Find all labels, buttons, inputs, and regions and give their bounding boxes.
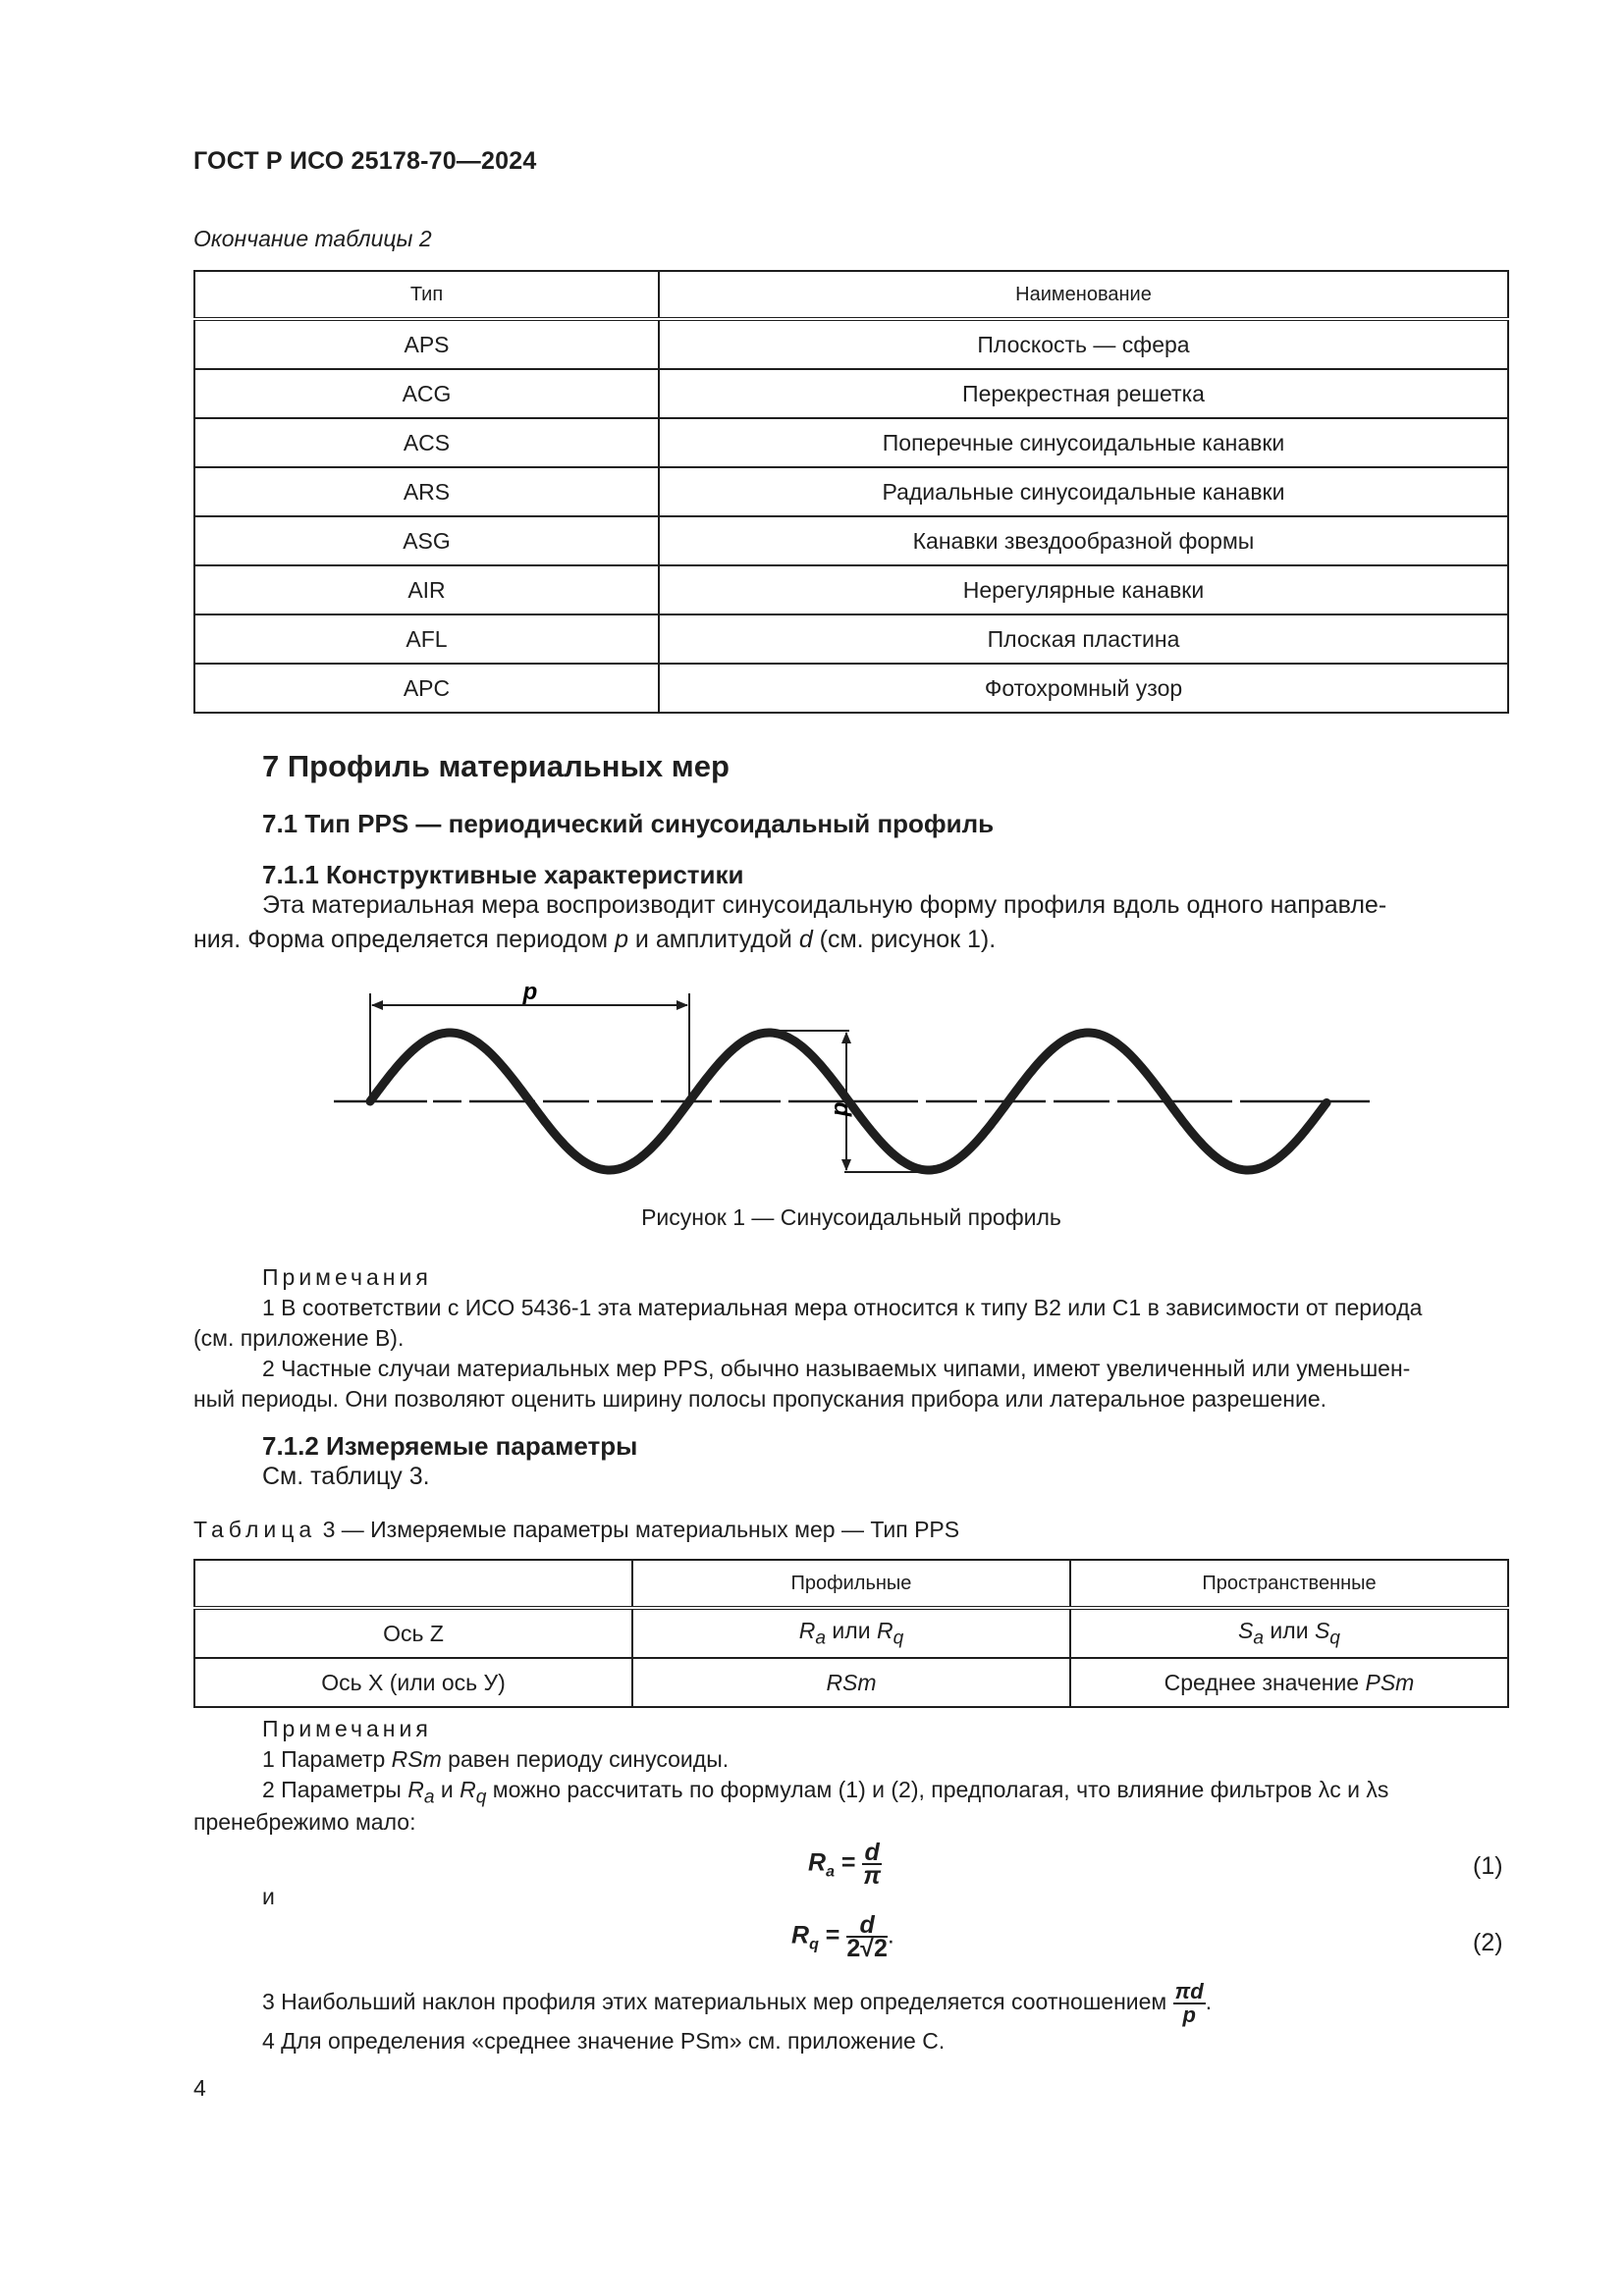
type-cell: ACS <box>194 418 659 467</box>
parameters-table <box>193 1559 1509 1708</box>
profile-param-cell: $R_a$ или $R_q$ <box>632 1608 1070 1658</box>
formula-1: $R_a$ = $\frac{d}{\pi}$ <box>808 1839 882 1890</box>
note-line: 1 Параметр RSm равен периоду синусоиды. <box>262 1746 730 1772</box>
table-row <box>194 467 1508 516</box>
table-row <box>194 1658 1508 1707</box>
name-cell: Радиальные синусоидальные канавки <box>659 467 1508 516</box>
column-header: Наименование <box>659 271 1508 319</box>
subsection-title: 7.1 Тип PPS — периодический синусоидальный профиль <box>262 809 995 838</box>
clause-title: 7.1.2 Измеряемые параметры <box>262 1431 638 1461</box>
document-header: ГОСТ Р ИСО 25178-70—2024 <box>193 147 537 175</box>
profile-param-cell: RSm <box>632 1658 1070 1707</box>
name-cell: Канавки звездообразной формы <box>659 516 1508 565</box>
note-line: 3 Наибольший наклон профиля этих материальных мер определяется соотношением $\frac{\pi d}{p}$ . <box>262 1979 1213 2027</box>
type-cell: ASG <box>194 516 659 565</box>
table-row <box>194 319 1508 369</box>
table-continuation-label: Окончание таблицы 2 <box>193 226 432 251</box>
column-header: Пространственные <box>1070 1560 1508 1608</box>
note-line: 4 Для определения «среднее значение PSm» см. приложение C. <box>262 2028 946 2054</box>
type-cell: AFL <box>194 614 659 664</box>
fraction: $\frac{\pi d}{p}$ <box>1174 1979 1204 2027</box>
note-line: ный периоды. Они позволяют оценить ширину полосы пропускания прибора или латеральное разрешение. <box>193 1386 1327 1412</box>
type-cell: ACG <box>194 369 659 418</box>
table-row <box>194 664 1508 713</box>
formula-2: $R_q$ = $\frac{d}{2√2}$ . <box>791 1911 894 1962</box>
table-row <box>194 1608 1508 1658</box>
connector-word: и <box>262 1884 275 1909</box>
paragraph-line: ния. Форма определяется периодом p и амплитудой d (см. рисунок 1). <box>193 926 997 953</box>
areal-param-cell: Среднее значение PSm <box>1070 1658 1508 1707</box>
figure-caption: Рисунок 1 — Синусоидальный профиль <box>641 1204 1061 1230</box>
clause-title: 7.1.1 Конструктивные характеристики <box>262 860 744 889</box>
notes-heading: Примечания <box>262 1716 432 1741</box>
name-cell: Перекрестная решетка <box>659 369 1508 418</box>
paragraph-line: Эта материальная мера воспроизводит синусоидальную форму профиля вдоль одного направле- <box>262 891 1387 919</box>
table-row <box>194 516 1508 565</box>
column-header: Тип <box>194 271 659 319</box>
page-number: 4 <box>193 2075 206 2101</box>
name-cell: Плоская пластина <box>659 614 1508 664</box>
section-title: 7 Профиль материальных мер <box>262 749 730 783</box>
axis-cell: Ось Z <box>194 1608 632 1658</box>
equation-number: (2) <box>1473 1929 1503 1956</box>
table-header-row <box>194 1560 1508 1608</box>
table-row <box>194 418 1508 467</box>
table-header-row <box>194 271 1508 319</box>
axis-cell: Ось X (или ось У) <box>194 1658 632 1707</box>
name-cell: Поперечные синусоидальные канавки <box>659 418 1508 467</box>
note-line: (см. приложение B). <box>193 1325 405 1351</box>
types-table <box>193 270 1509 714</box>
amplitude-label: d <box>829 1101 855 1117</box>
sinusoid-figure <box>324 972 1384 1188</box>
note-line: 2 Параметры $R_a$ и $R_q$ можно рассчитать по формулам (1) и (2), предполагая, что влияние фильтров λc и λs <box>262 1777 1389 1808</box>
name-cell: Нерегулярные канавки <box>659 565 1508 614</box>
period-label: p <box>522 979 538 1005</box>
fraction: $\frac{d}{2√2}$ <box>846 1911 888 1962</box>
paragraph-line: См. таблицу 3. <box>262 1463 430 1490</box>
name-cell: Плоскость — сфера <box>659 319 1508 369</box>
table-row <box>194 369 1508 418</box>
note-line: 2 Частные случаи материальных мер PPS, обычно называемых чипами, имеют увеличенный или уменьшен- <box>262 1356 1411 1381</box>
note-line: 1 В соответствии с ИСО 5436-1 эта материальная мера относится к типу B2 или C1 в зависимости от периода <box>262 1295 1423 1320</box>
table-row <box>194 565 1508 614</box>
areal-param-cell: $S_a$ или $S_q$ <box>1070 1608 1508 1658</box>
table-row <box>194 614 1508 664</box>
fraction: $\frac{d}{\pi}$ <box>863 1839 882 1890</box>
type-cell: ARS <box>194 467 659 516</box>
note-line: пренебрежимо мало: <box>193 1809 416 1835</box>
equation-number: (1) <box>1473 1852 1503 1880</box>
notes-heading: Примечания <box>262 1264 432 1290</box>
column-header <box>194 1560 632 1608</box>
table-title: Таблица 3 — Измеряемые параметры материальных мер — Тип PPS <box>193 1517 960 1542</box>
type-cell: APC <box>194 664 659 713</box>
column-header: Профильные <box>632 1560 1070 1608</box>
name-cell: Фотохромный узор <box>659 664 1508 713</box>
type-cell: APS <box>194 319 659 369</box>
type-cell: AIR <box>194 565 659 614</box>
